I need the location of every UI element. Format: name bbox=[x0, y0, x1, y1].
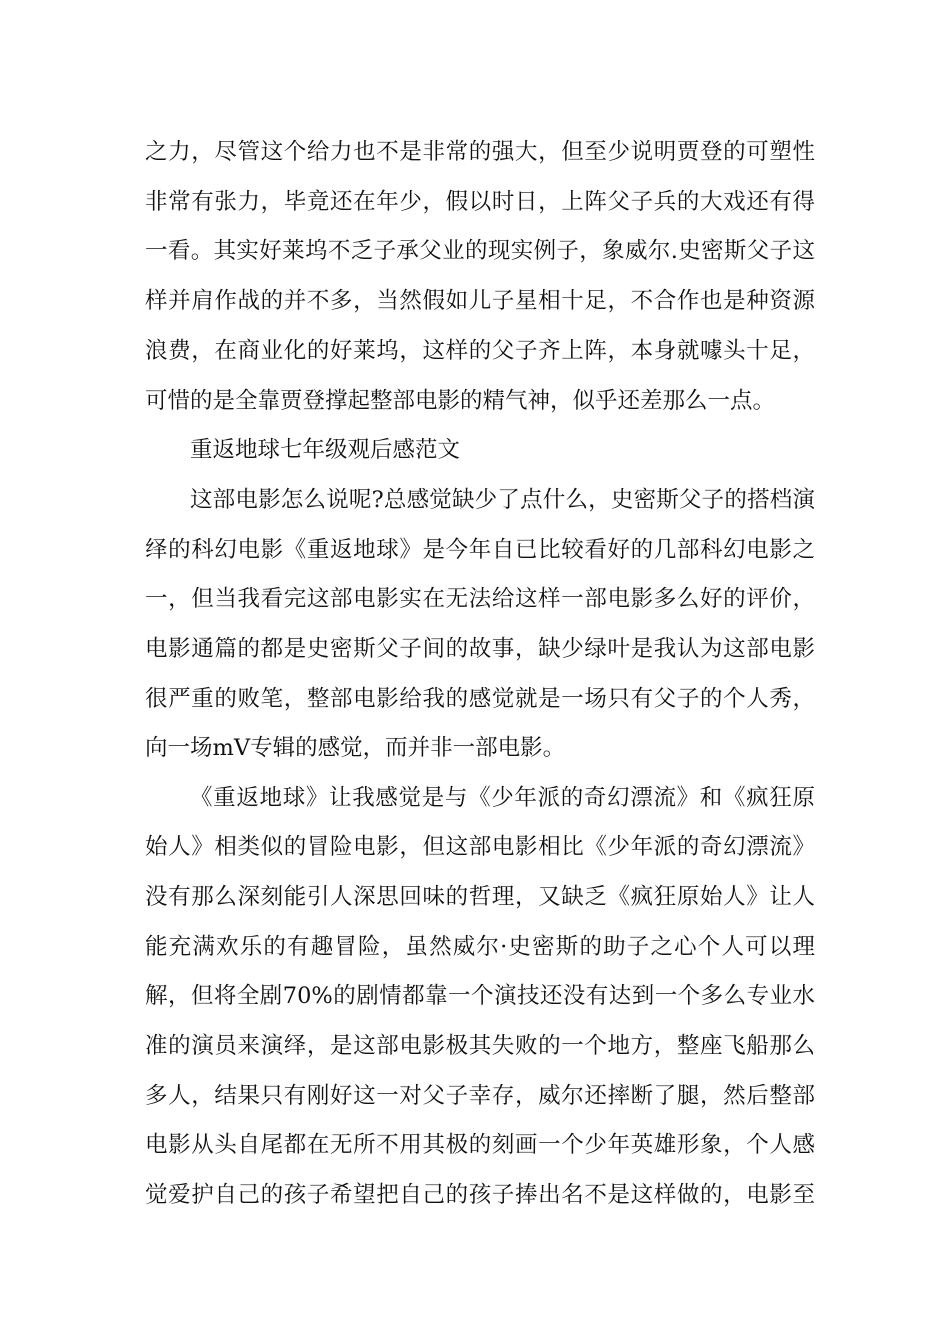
text-line: 解，但将全剧70%的剧情都靠一个演技还没有达到一个多么专业水 bbox=[145, 983, 815, 1009]
text-line: 样并肩作战的并不多，当然假如儿子星相十足，不合作也是种资源 bbox=[145, 288, 815, 314]
text-line: 没有那么深刻能引人深思回味的哲理，又缺乏《疯狂原始人》让人 bbox=[145, 884, 815, 910]
text-line: 非常有张力，毕竟还在年少，假以时日，上阵父子兵的大戏还有得 bbox=[145, 189, 815, 215]
text-line: 之力，尽管这个给力也不是非常的强大，但至少说明贾登的可塑性 bbox=[145, 139, 815, 165]
text-line: 多人，结果只有刚好这一对父子幸存，威尔还摔断了腿，然后整部 bbox=[145, 1083, 815, 1109]
text-line: 能充满欢乐的有趣冒险，虽然威尔·史密斯的助子之心个人可以理 bbox=[145, 934, 815, 960]
section-heading: 重返地球七年级观后感范文 bbox=[190, 437, 461, 463]
text-line: 向一场mV专辑的感觉，而并非一部电影。 bbox=[145, 735, 566, 761]
text-line: 准的演员来演绎，是这部电影极其失败的一个地方，整座飞船那么 bbox=[145, 1033, 815, 1059]
text-line: 觉爱护自己的孩子希望把自己的孩子捧出名不是这样做的，电影至 bbox=[145, 1182, 815, 1208]
text-line: 可惜的是全靠贾登撑起整部电影的精气神，似乎还差那么一点。 bbox=[145, 388, 776, 414]
text-line: 电影通篇的都是史密斯父子间的故事，缺少绿叶是我认为这部电影 bbox=[145, 636, 815, 662]
text-line: 《重返地球》让我感觉是与《少年派的奇幻漂流》和《疯狂原 bbox=[190, 785, 815, 811]
text-line: 始人》相类似的冒险电影，但这部电影相比《少年派的奇幻漂流》 bbox=[145, 834, 815, 860]
text-line: 这部电影怎么说呢?总感觉缺少了点什么，史密斯父子的搭档演 bbox=[190, 487, 815, 513]
text-line: 绎的科幻电影《重返地球》是今年自已比较看好的几部科幻电影之 bbox=[145, 537, 815, 563]
text-line: 一看。其实好莱坞不乏子承父业的现实例子，象威尔.史密斯父子这 bbox=[145, 238, 815, 264]
text-line: 很严重的败笔，整部电影给我的感觉就是一场只有父子的个人秀， bbox=[145, 686, 815, 712]
text-line: 一，但当我看完这部电影实在无法给这样一部电影多么好的评价， bbox=[145, 586, 815, 612]
text-line: 浪费，在商业化的好莱坞，这样的父子齐上阵，本身就噱头十足， bbox=[145, 338, 815, 364]
text-line: 电影从头自尾都在无所不用其极的刻画一个少年英雄形象，个人感 bbox=[145, 1132, 815, 1158]
